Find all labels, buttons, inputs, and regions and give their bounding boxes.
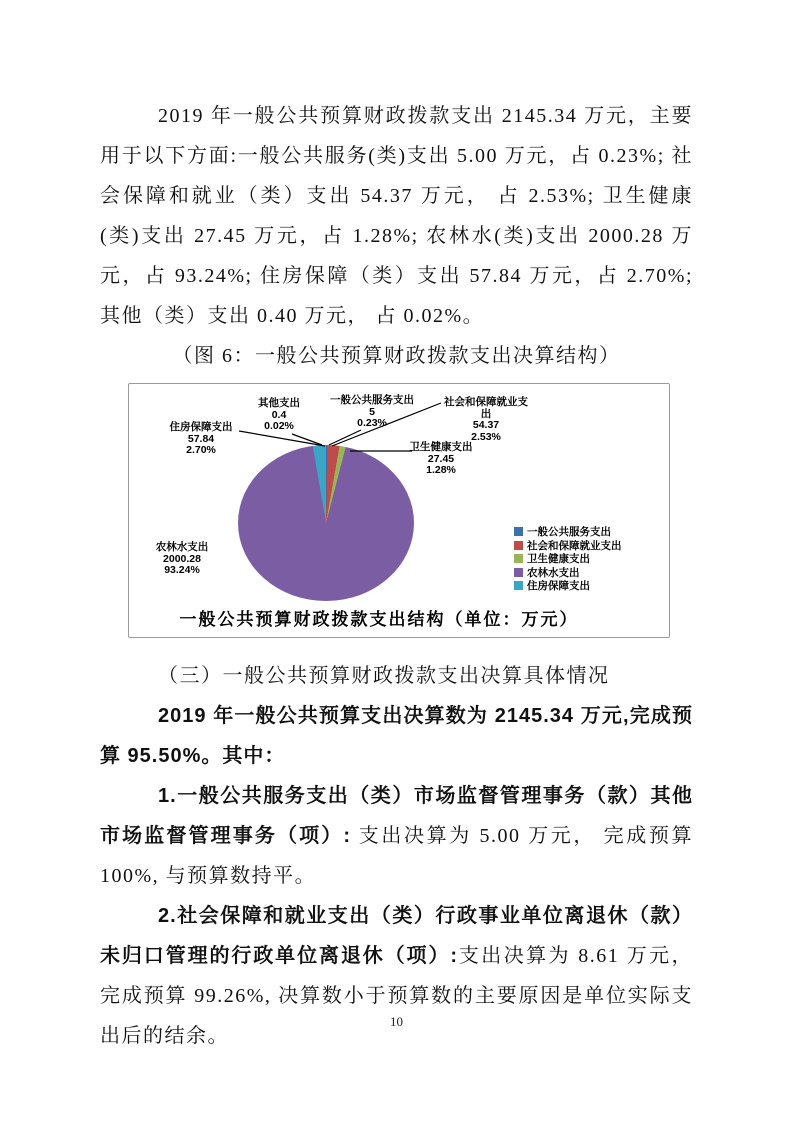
legend-item: 社会和保障就业支出 [514, 539, 664, 553]
callout-other: 其他支出 0.4 0.02% [258, 397, 300, 432]
legend-swatch-red [514, 541, 523, 550]
paragraph-item-1: 1.一般公共服务支出（类）市场监督管理事务（款）其他市场监督管理事务（项）: 支出决算为 5.00 万元， 完成预算 100%, 与预算数持平。 [100, 785, 694, 887]
legend-swatch-teal [514, 581, 523, 590]
callout-general-public-service: 一般公共服务支出 5 0.23% [330, 394, 414, 429]
pie-chart-figure [128, 383, 670, 638]
paragraph-item-2: 2.社会保障和就业支出（类）行政事业单位离退休（款）未归口管理的行政单位离退休（项）:支出决算为 8.61 万元， 完成预算 99.26%, 决算数小于预算数的主要原因是单位实际支出后的结余。 [100, 905, 693, 1047]
page-number: 10 [390, 1014, 403, 1029]
legend-swatch-blue [514, 527, 523, 536]
chart-legend [514, 525, 664, 593]
chart-title: 一般公共预算财政拨款支出结构（单位：万元） [179, 610, 579, 629]
callout-housing: 住房保障支出 57.84 2.70% [169, 421, 233, 456]
legend-item: 住房保障支出 [514, 579, 664, 593]
callout-health: 卫生健康支出 27.45 1.28% [409, 441, 473, 476]
callout-agriculture: 农林水支出 2000.28 93.24% [155, 541, 209, 576]
figure-caption: （图 6：一般公共预算财政拨款支出决算结构） [172, 345, 621, 367]
section-heading: （三）一般公共预算财政拨款支出决算具体情况 [158, 665, 610, 687]
legend-item: 农林水支出 [514, 566, 664, 580]
paragraph-summary: 2019 年一般公共预算支出决算数为 2145.34 万元,完成预算 95.50%。其中： [100, 705, 693, 767]
paragraph-overview: 2019 年一般公共预算财政拨款支出 2145.34 万元，主要用于以下方面:一般公共服务(类)支出 5.00 万元，占 0.23%; 社会保障和就业（类）支出 54.37 万元， 占 2.53%; 卫生健康(类)支出 27.45 万元，占 1.28%; 农林水(类)支出 2000.28 万元，占 93.24%; 住房保障（类）支出 57.84 万元，占 2.70%; 其他（类）支出 0.40 万元， 占 0.02%。 [100, 105, 693, 327]
callout-social-security: 社会和保障就业支 出 54.37 2.53% [444, 396, 528, 443]
legend-swatch-purple [514, 568, 523, 577]
legend-item: 一般公共服务支出 [514, 525, 664, 539]
legend-swatch-green [514, 554, 523, 563]
page-content [100, 96, 693, 1056]
legend-item: 卫生健康支出 [514, 552, 664, 566]
